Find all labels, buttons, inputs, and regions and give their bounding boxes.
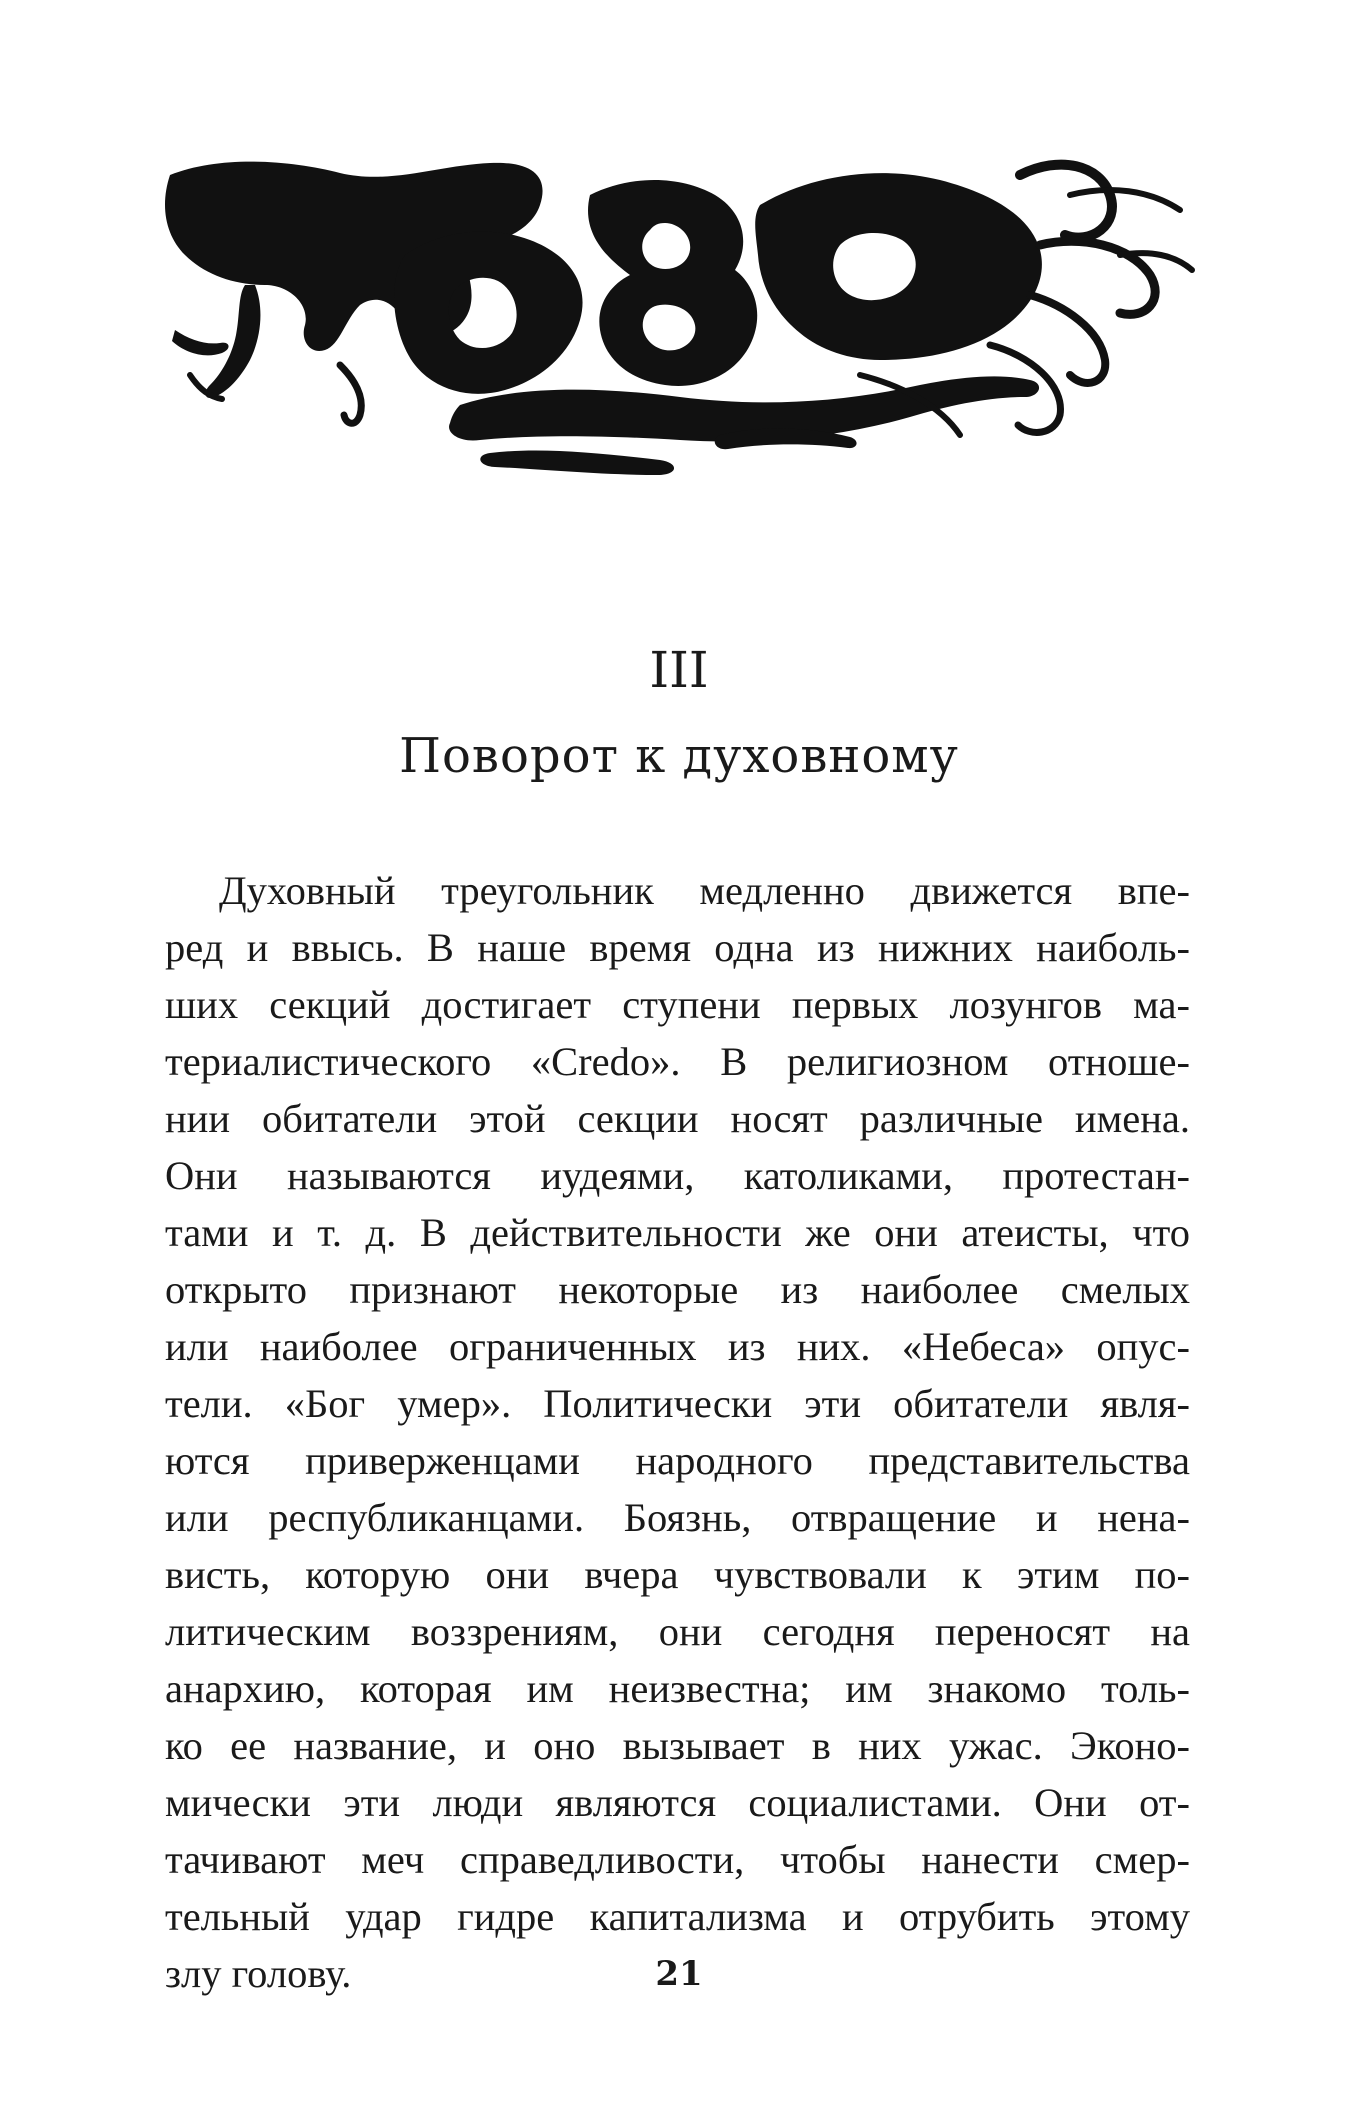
paragraph-line: ко ее название, и оно вызывает в них ужас. Эконо- (165, 1723, 1190, 1768)
page-number: 21 (655, 1954, 703, 1994)
paragraph-line: ются приверженцами народного представительства (165, 1438, 1190, 1483)
paragraph-line: Духовный треугольник медленно движется впе- (219, 868, 1190, 913)
ink-vignette-illustration (160, 135, 1200, 495)
paragraph-line: ших секций достигает ступени первых лозунгов ма- (165, 982, 1190, 1027)
paragraph-line: тельный удар гидре капитализма и отрубить этому (165, 1894, 1190, 1939)
paragraph-line: висть, которую они вчера чувствовали к этим по- (165, 1552, 1190, 1597)
paragraph-line: злу голову. (165, 1951, 352, 1996)
paragraph-line: тели. «Бог умер». Политически эти обитатели явля- (165, 1381, 1190, 1426)
paragraph-line: териалистического «Credo». В религиозном отноше- (165, 1039, 1190, 1084)
paragraph-line: или наиболее ограниченных из них. «Небеса» опус- (165, 1324, 1190, 1369)
paragraph-line: тами и т. д. В действительности же они атеисты, что (165, 1210, 1190, 1255)
paragraph-line: открыто признают некоторые из наиболее смелых (165, 1267, 1190, 1312)
chapter-number: III (649, 641, 709, 699)
body-paragraph (165, 862, 1190, 2002)
paragraph-line: анархию, которая им неизвестна; им знакомо толь- (165, 1666, 1190, 1711)
paragraph-line: нии обитатели этой секции носят различные имена. (165, 1096, 1190, 1141)
paragraph-line: литическим воззрениям, они сегодня переносят на (165, 1609, 1190, 1654)
paragraph-line: мически эти люди являются социалистами. Они от- (165, 1780, 1190, 1825)
paragraph-line: ред и ввысь. В наше время одна из нижних наиболь- (165, 925, 1190, 970)
chapter-title: Поворот к духовному (399, 728, 959, 784)
paragraph-line: Они называются иудеями, католиками, протестан- (165, 1153, 1190, 1198)
paragraph-line: или республиканцами. Боязнь, отвращение и нена- (165, 1495, 1190, 1540)
paragraph-line: тачивают меч справедливости, чтобы нанести смер- (165, 1837, 1190, 1882)
